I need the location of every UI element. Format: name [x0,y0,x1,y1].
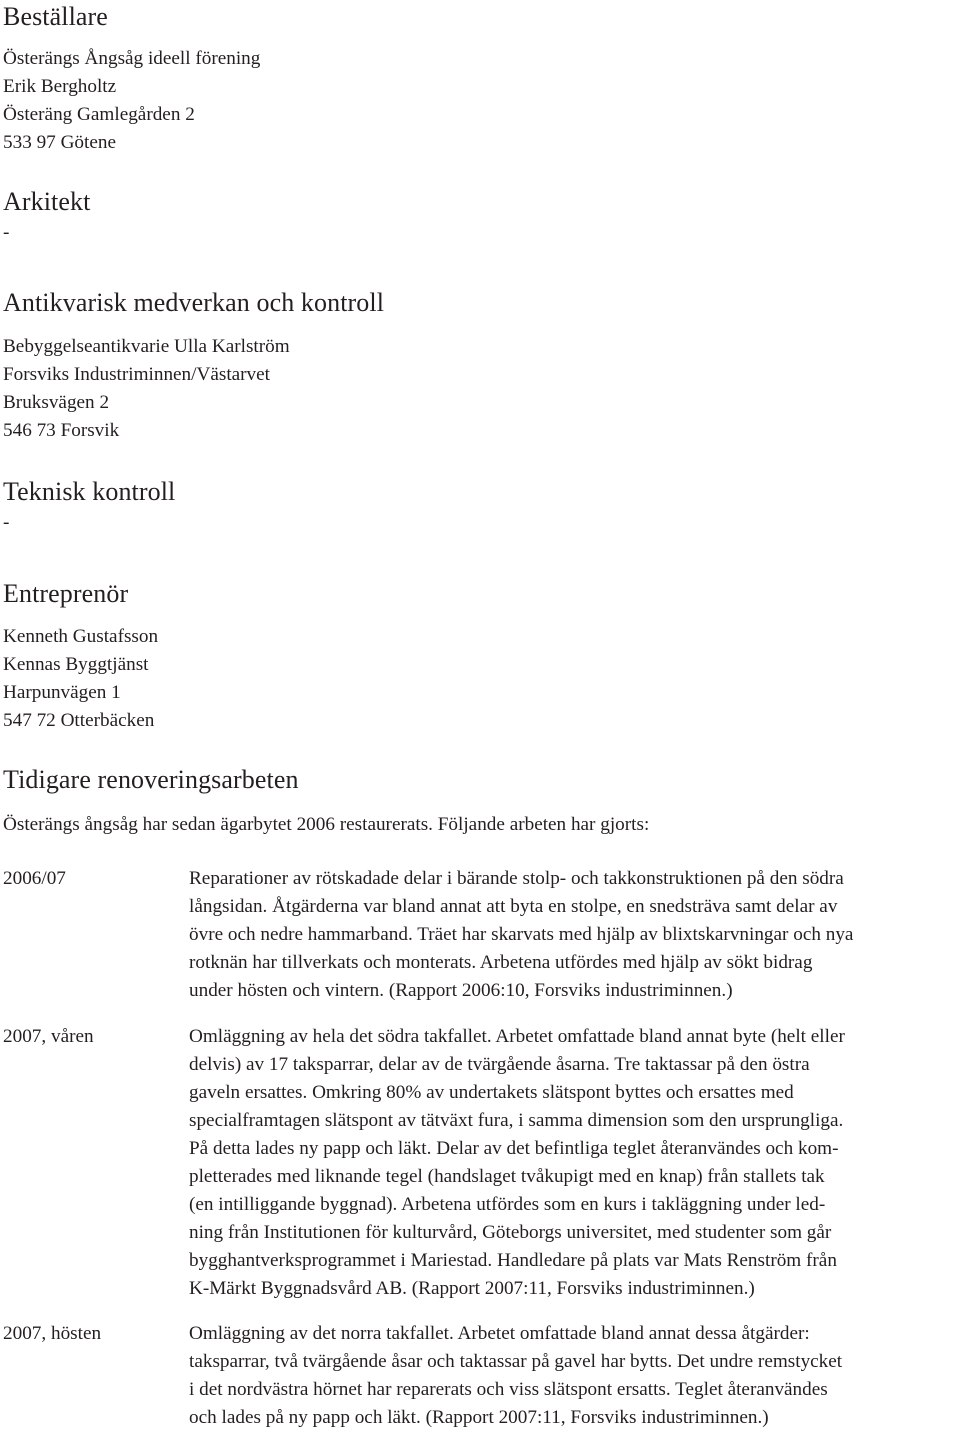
entry-line: Omläggning av det norra takfallet. Arbetet omfattade bland annat dessa åtgärder: [189,1323,810,1344]
address-line: 547 72 Otterbäcken [3,710,155,731]
address-line: Österäng Gamlegården 2 [3,104,195,125]
entry-line: specialframtagen slätspont av tätväxt fura, i samma dimension som den ursprungliga. [189,1110,844,1131]
intro-paragraph: Österängs ångsåg har sedan ägarbytet 2006 restaurerats. Följande arbeten har gjorts: [3,814,650,835]
address-line: Österängs Ångsåg ideell förening [3,48,261,69]
entry-line: under hösten och vintern. (Rapport 2006:10, Forsviks industriminnen.) [189,980,733,1001]
empty-value-dash: - [3,222,10,243]
heading-bestallare: Beställare [3,2,108,31]
entry-line: långsidan. Åtgärderna var bland annat att byta en stolpe, en snedsträva samt delar av [189,896,838,917]
section-antikvarisk [3,288,958,445]
heading-teknisk: Teknisk kontroll [3,477,176,506]
address-line: Bruksvägen 2 [3,392,110,413]
address-line: Kennas Byggtjänst [3,654,149,675]
entry-line: rotknän har tillverkats och monterats. Arbetena utfördes med hjälp av sökt bidrag [189,952,813,973]
entry-line: i det nordvästra hörnet har reparerats och viss slätspont ersatts. Teglet återanvändes [189,1379,828,1400]
address-line: Harpunvägen 1 [3,682,121,703]
section-arkitekt [3,187,958,247]
section-bestallare [3,2,958,157]
entreprenor-address [3,623,958,735]
entry-line: (en intilliggande byggnad). Arbetena utfördes som en kurs i takläggning under led- [189,1194,826,1215]
entry-description [189,865,959,1005]
entry-line: På detta lades ny papp och läkt. Delar av det befintliga teglet återanvändes och kom- [189,1138,839,1159]
entry-line: Omläggning av hela det södra takfallet. Arbetet omfattade bland annat byte (helt eller [189,1026,845,1047]
entry-description [189,1320,959,1432]
address-line: Forsviks Industriminnen/Västarvet [3,364,270,385]
entry-line: pletterades med liknande tegel (handslaget tvåkupigt med en knap) från stallets tak [189,1166,825,1187]
entry-line: delvis) av 17 taksparrar, delar av de tvärgående åsarna. Tre taktassar på den östra [189,1054,810,1075]
address-line: Bebyggelseantikvarie Ulla Karlström [3,336,290,357]
address-line: Kenneth Gustafsson [3,626,159,647]
section-tidigare [3,765,958,839]
address-line: 546 73 Forsvik [3,420,120,441]
heading-tidigare: Tidigare renoveringsarbeten [3,765,299,794]
entry-line: taksparrar, två tvärgående åsar och taktassar på gavel har bytts. Det undre remstycket [189,1351,843,1372]
empty-value-dash: - [3,512,10,533]
entry-line: ning från Institutionen för kulturvård, Göteborgs universitet, med studenter som går [189,1222,832,1243]
address-line: 533 97 Götene [3,132,116,153]
entry-line: gaveln ersattes. Omkring 80% av undertakets slätspont byttes och ersattes med [189,1082,794,1103]
section-teknisk [3,477,958,537]
entry-description [189,1023,959,1303]
entry-line: Reparationer av rötskadade delar i bärande stolp- och takkonstruktionen på den södra [189,868,844,889]
entry-line: bygghantverksprogrammet i Mariestad. Handledare på plats var Mats Renström från [189,1250,837,1271]
entry-period: 2006/07 [3,868,66,889]
antikvarisk-address [3,333,958,445]
entry-period: 2007, hösten [3,1323,102,1344]
entry-period: 2007, våren [3,1026,94,1047]
entry-line: övre och nedre hammarband. Träet har skarvats med hjälp av blixtskarvningar och nya [189,924,854,945]
entry-line: K-Märkt Byggnadsvård AB. (Rapport 2007:11, Forsviks industriminnen.) [189,1278,755,1299]
heading-arkitekt: Arkitekt [3,187,91,216]
heading-entreprenor: Entreprenör [3,579,129,608]
bestallare-address [3,45,958,157]
address-line: Erik Bergholtz [3,76,117,97]
entry-line: och lades på ny papp och läkt. (Rapport 2007:11, Forsviks industriminnen.) [189,1407,769,1428]
heading-antikvarisk: Antikvarisk medverkan och kontroll [3,288,385,317]
section-entreprenor [3,579,958,735]
